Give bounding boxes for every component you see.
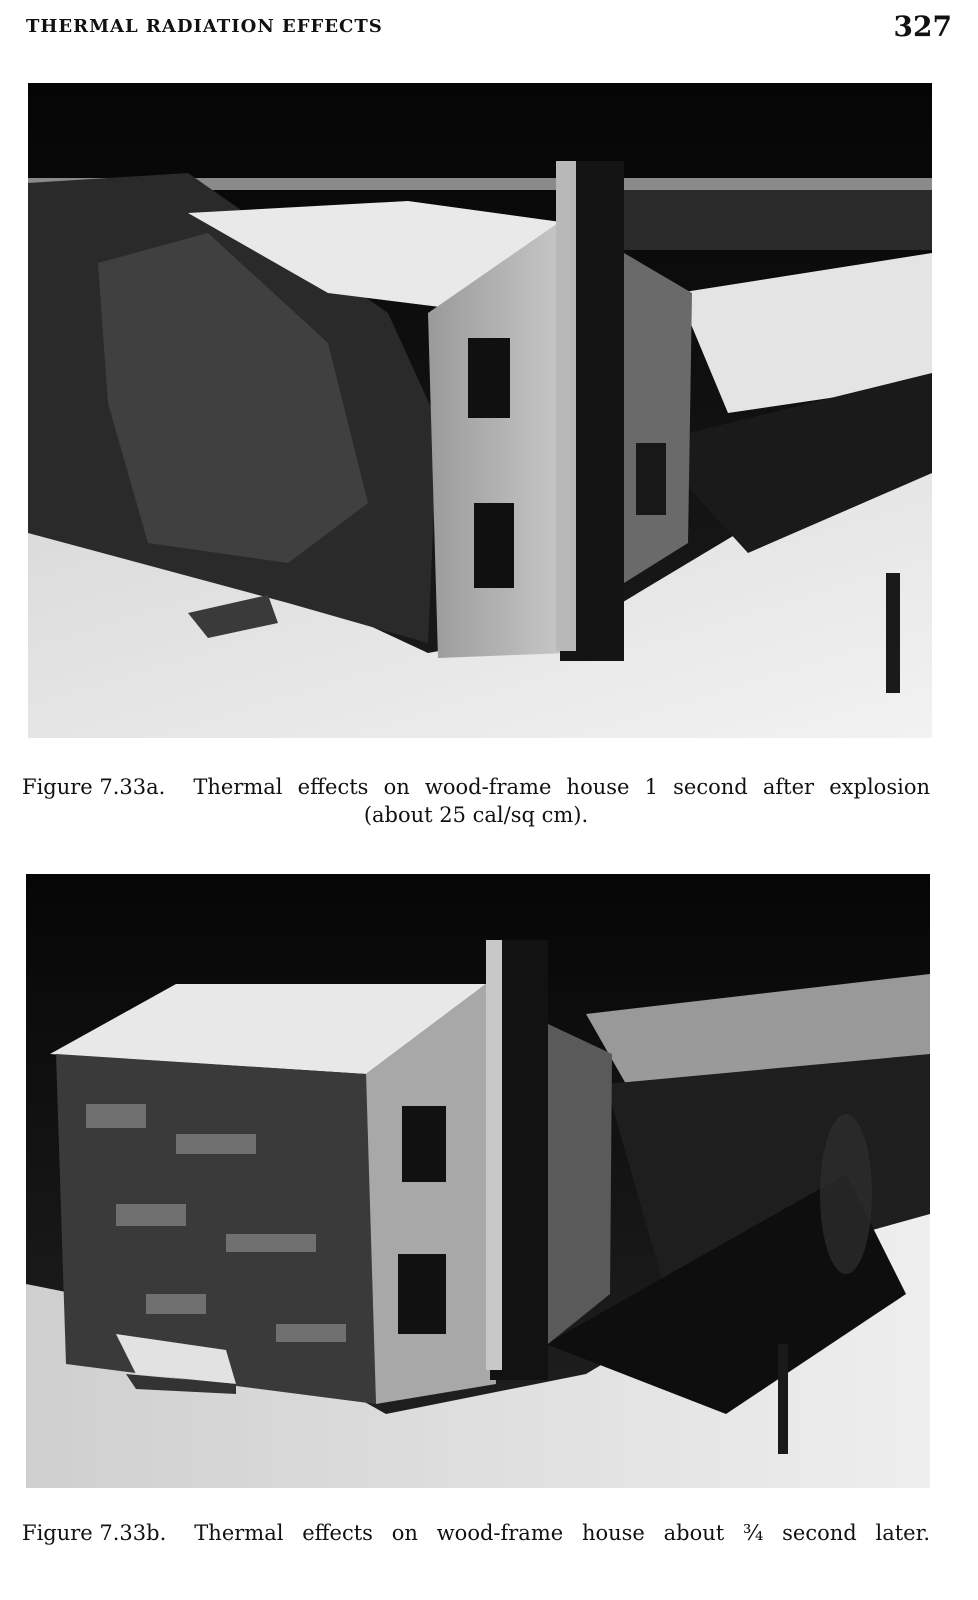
figure-7-33a-caption (22, 773, 930, 829)
running-title: THERMAL RADIATION EFFECTS (26, 16, 383, 37)
page-number: 327 (893, 10, 952, 43)
figure-7-33a-photo (28, 83, 932, 738)
running-head (26, 10, 952, 46)
caption-text: Thermal effects on wood-frame house about ¾ second later. (194, 1521, 930, 1545)
figure-7-33b-caption (22, 1519, 930, 1547)
figure-label: Figure 7.33b. (22, 1521, 167, 1545)
caption-text: Thermal effects on wood-frame house 1 second after explosion (193, 775, 930, 799)
figure-7-33b-photo (26, 874, 930, 1488)
figure-label: Figure 7.33a. (22, 775, 166, 799)
caption-text-continued: (about 25 cal/sq cm). (363, 803, 589, 827)
